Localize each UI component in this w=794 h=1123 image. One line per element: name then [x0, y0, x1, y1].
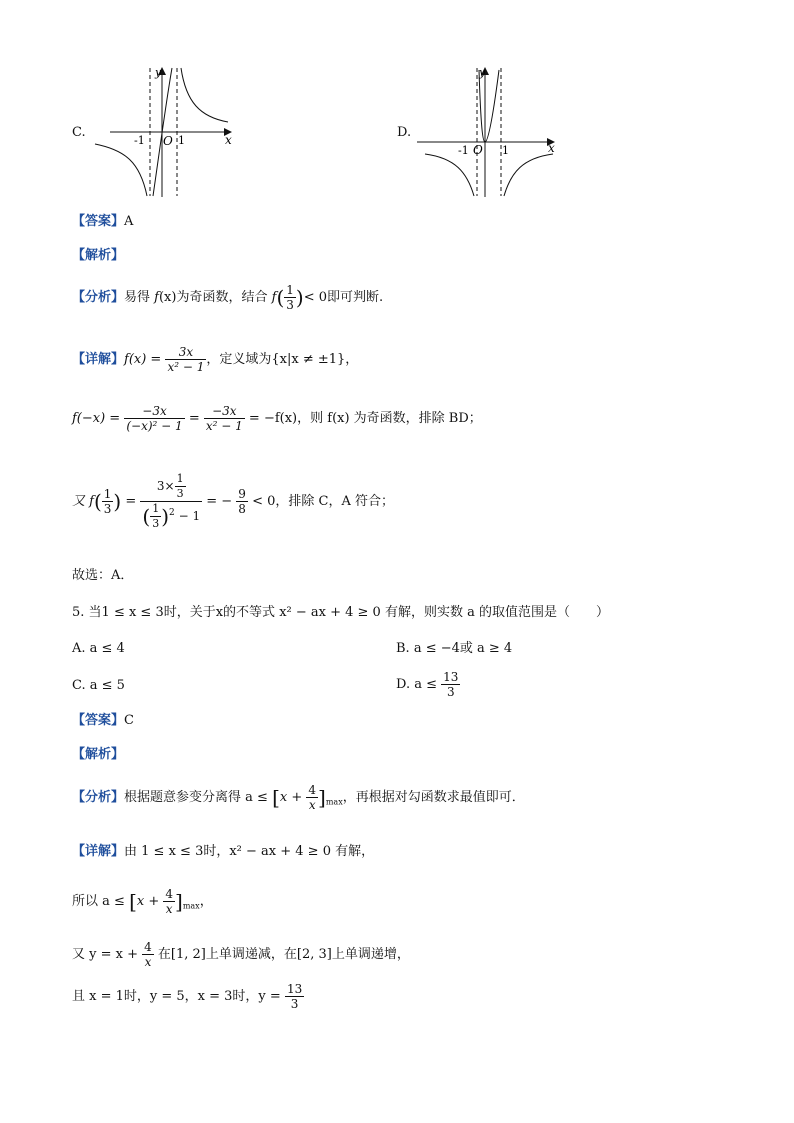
- fenxi-text-2: ，再根据对勾函数求最值即可．: [342, 790, 525, 805]
- origin-label: O: [473, 143, 483, 157]
- curve-middle-branch: [479, 70, 499, 142]
- q5-option-a: A. a ≤ 4: [72, 641, 125, 656]
- tick-neg1: -1: [134, 134, 145, 147]
- q4-fenxi-line: [72, 283, 383, 312]
- fenxi-tag: 【分析】: [72, 790, 125, 805]
- q5-option-b: B. a ≤ −4或 a ≥ 4: [396, 641, 513, 656]
- four-over-x: $\frac{4}{x}$: [165, 887, 174, 916]
- q5-detail-line-2: 所以 a ≤ [x + $\frac{4}{x}$ ]$_{max}$，: [72, 887, 213, 916]
- q5-option-d: [396, 670, 460, 699]
- bracket-open: [: [129, 889, 137, 914]
- xiangjie-tag: 【详解】: [72, 352, 125, 367]
- paren-close: ): [295, 285, 304, 310]
- bracket-close: ]: [175, 889, 183, 914]
- option-c-graph: [70, 62, 240, 202]
- fenxi-text-1: 易得: [124, 290, 151, 305]
- fx-domain: ，定义域为{x|x ≠ ±1}，: [206, 352, 359, 367]
- fraction-one-third: $\frac{1}{3}$: [286, 283, 294, 312]
- option-c-label: C.: [72, 125, 86, 140]
- eval-tail: < 0，排除 C，A 符合；: [252, 494, 394, 509]
- bracket-open: [: [272, 785, 280, 810]
- detail-4: 且 x = 1时，y = 5，x = 3时，y =: [72, 989, 281, 1004]
- thirteen-thirds: $\frac{13}{3}$: [286, 982, 303, 1011]
- graph-c-svg: [70, 62, 240, 202]
- fraction-one-third: $\frac{1}{3}$: [103, 487, 112, 516]
- fenxi-f: f: [154, 290, 159, 305]
- x-label: x: [548, 141, 555, 155]
- q4-answer-line: [72, 213, 133, 231]
- detail-3-pre: 又 y = x +: [72, 947, 138, 962]
- curve-right-branch: [504, 154, 553, 196]
- q5-detail-line-4: [72, 982, 304, 1011]
- q4-detail-line-2: [72, 404, 482, 433]
- q4-detail-line-3: 又 f( $\frac{1}{3}$ ) = 3× $\frac{1}{3}$ ( $\frac{1}{3}$ )$^2$ − 1 = − $\frac{9}{8}$ < 0，排除 C，A 符合；: [72, 472, 394, 530]
- fenxi-tag: 【分析】: [72, 290, 125, 305]
- thirteen-thirds: $\frac{13}{3}$: [443, 670, 459, 699]
- tick-neg1: -1: [458, 144, 469, 157]
- paren-close: ): [113, 489, 122, 514]
- answer-value: C: [124, 713, 134, 728]
- q4-detail-line-1: [72, 345, 358, 374]
- q5-option-c: C. a ≤ 5: [72, 678, 125, 693]
- fenxi-x: (x): [158, 290, 177, 305]
- odd-eq: =: [188, 411, 200, 426]
- opt-d-prefix: D. a ≤: [396, 677, 437, 692]
- y-label: y: [155, 66, 162, 79]
- q5-detail-line-3: [72, 940, 410, 969]
- curve-left-branch: [95, 144, 147, 196]
- fenxi-text-1: 根据题意参变分离得 a ≤: [124, 790, 268, 805]
- xiangjie-tag: 【详解】: [72, 844, 125, 859]
- four-over-x: $\frac{4}{x}$: [144, 940, 152, 969]
- option-d-label: D.: [397, 125, 412, 140]
- odd-fraction-1: $\frac{-3x}{\text{(−x)² − 1}}$: [126, 404, 183, 433]
- fx-lhs: f(x) =: [124, 352, 162, 367]
- four-over-x: $\frac{4}{x}$: [308, 783, 317, 812]
- option-d-graph: [395, 62, 565, 202]
- answer-value: A: [124, 214, 134, 229]
- q5-detail-line-1: [72, 843, 374, 861]
- paren-open: (: [276, 285, 285, 310]
- eval-prefix: 又 f: [72, 494, 94, 509]
- bracket-close: ]: [318, 785, 326, 810]
- q5-analysis-tag: 【解析】: [72, 747, 125, 762]
- q5-fenxi-line: 【分析】根据题意参变分离得 a ≤ [x + $\frac{4}{x}$ ]$_{max}$，再根据对勾函数求最值即可．: [72, 783, 525, 812]
- tick-1: 1: [502, 144, 509, 157]
- x-label: x: [225, 133, 232, 147]
- graph-d-svg: [395, 62, 565, 202]
- odd-lhs: f(−x) =: [72, 411, 121, 426]
- odd-tail: = −f(x)，则 f(x) 为奇函数，排除 BD；: [248, 411, 482, 426]
- q5-answer-line: [72, 712, 134, 730]
- fenxi-text-3: < 0即可判断.: [303, 290, 384, 305]
- y-label: y: [479, 66, 486, 79]
- nine-eighths: $\frac{9}{8}$: [238, 487, 246, 516]
- fx-fraction: $\frac{3x}{\text{x² − 1}}$: [167, 345, 205, 374]
- fenxi-text-2: 为奇函数，结合: [176, 290, 268, 305]
- eval-big-fraction: 3× $\frac{1}{3}$ ( $\frac{1}{3}$ )$^2$ − 1: [142, 472, 201, 530]
- answer-tag: 【答案】: [72, 713, 125, 728]
- answer-tag: 【答案】: [72, 214, 125, 229]
- q4-analysis-tag: 【解析】: [72, 248, 125, 263]
- detail-2: 所以 a ≤: [72, 894, 125, 909]
- curve-right-branch: [181, 68, 228, 122]
- q4-conclusion: 故选：A．: [72, 568, 134, 583]
- odd-fraction-2: $\frac{-3x}{\text{x² − 1}}$: [205, 404, 243, 433]
- paren-open: (: [93, 489, 102, 514]
- curve-left-branch: [425, 154, 474, 196]
- fenxi-f2: f: [271, 290, 277, 305]
- detail-1: 由 1 ≤ x ≤ 3时，x² − ax + 4 ≥ 0 有解，: [124, 844, 375, 859]
- origin-label: O: [163, 134, 173, 148]
- eval-result-pre: = −: [206, 494, 233, 509]
- q5-stem: 5. 当1 ≤ x ≤ 3时，关于x的不等式 x² − ax + 4 ≥ 0 有解，则实数 a 的取值范围是（ ）: [72, 605, 609, 620]
- tick-1: 1: [178, 134, 185, 147]
- detail-3-post: 在[1, 2]上单调递减，在[2, 3]上单调递增，: [157, 947, 410, 962]
